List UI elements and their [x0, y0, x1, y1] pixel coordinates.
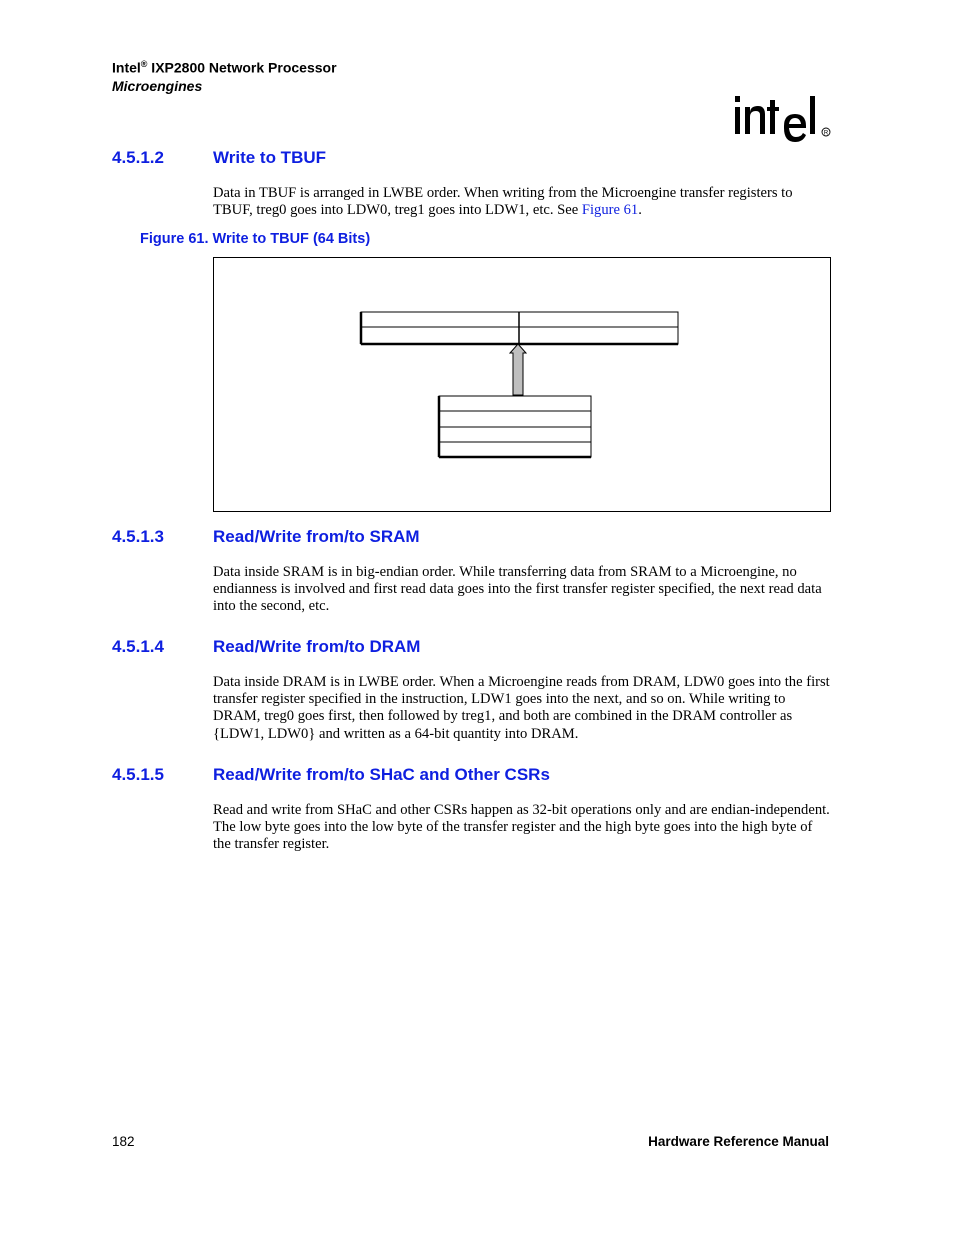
product-name: IXP2800 Network Processor — [147, 59, 337, 76]
figure-caption: Figure 61. Write to TBUF (64 Bits) — [140, 231, 371, 247]
figure-link[interactable]: Figure 61 — [581, 202, 639, 219]
running-header-chapter: Microengines — [112, 78, 203, 94]
brand-name: Intel — [112, 59, 141, 76]
tbuf-register — [361, 312, 678, 344]
running-header-title — [112, 59, 337, 76]
figure-frame — [213, 257, 831, 512]
page-number: 182 — [112, 1134, 135, 1149]
section-number: 4.5.1.3 — [112, 527, 164, 546]
section-paragraph: Read and write from SHaC and other CSRs happen as 32-bit operations only and are endian-independent. The low byte goes into the low byte of the transfer register and the high byte goes into the high byte of the transfer register. — [213, 802, 830, 853]
section-number: 4.5.1.2 — [112, 148, 164, 167]
section-title: Write to TBUF — [213, 148, 327, 167]
intel-logo — [732, 92, 834, 150]
section-number: 4.5.1.4 — [112, 637, 164, 656]
svg-text:R: R — [823, 130, 829, 137]
paragraph-text: Data in TBUF is arranged in LWBE order. When writing from the Microengine transfer registers to TBUF, treg0 goes into LDW0, treg1 goes into LDW1, etc. See — [213, 185, 793, 219]
tbuf-diagram — [214, 258, 830, 511]
section-paragraph: Data inside SRAM is in big-endian order. While transferring data from SRAM to a Microengine, no endianness is involved and first read data goes into the first transfer register specified, the next read data into the second, etc. — [213, 564, 822, 615]
transfer-arrow — [510, 344, 526, 395]
section-paragraph — [213, 185, 831, 219]
section-title: Read/Write from/to DRAM — [213, 637, 421, 656]
registered-mark: ® — [140, 59, 148, 69]
transfer-registers — [439, 396, 591, 457]
manual-title: Hardware Reference Manual — [648, 1134, 829, 1149]
paragraph-text: . — [638, 202, 642, 219]
section-title: Read/Write from/to SRAM — [213, 527, 420, 546]
section-paragraph: Data inside DRAM is in LWBE order. When a Microengine reads from DRAM, LDW0 goes into the first transfer register specified in the instruction, LDW1 goes into the next, and so on. While writing to DRAM, treg0 goes first, then followed by treg1, and both are combined in the DRAM controller as {LDW1, LDW0} and written as a 64-bit quantity into DRAM. — [213, 674, 830, 742]
section-title: Read/Write from/to SHaC and Other CSRs — [213, 765, 550, 784]
section-number: 4.5.1.5 — [112, 765, 164, 784]
